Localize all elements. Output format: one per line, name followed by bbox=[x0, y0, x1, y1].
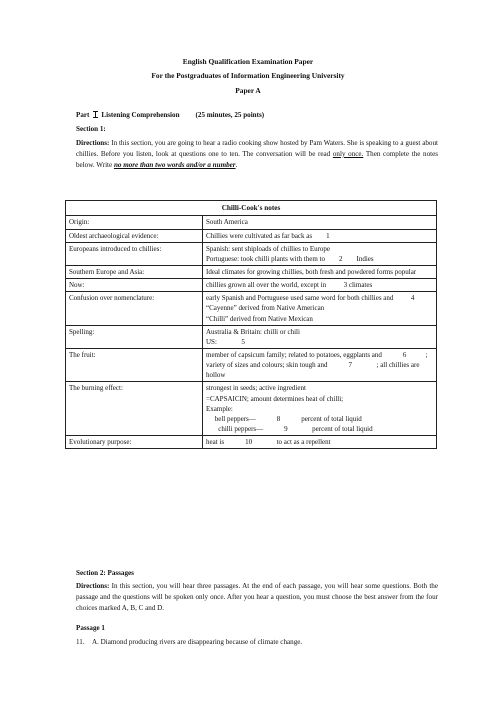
notes-row-content bbox=[203, 348, 437, 381]
question-option-a: A. Diamond producing rivers are disappearing because of climate change. bbox=[92, 638, 303, 646]
notes-line: “Cayenne” derived from Native American bbox=[206, 304, 325, 313]
notes-row-label: Europeans introduced to chillies: bbox=[66, 242, 203, 265]
notes-line: Example: bbox=[206, 404, 233, 413]
notes-row-content bbox=[203, 325, 437, 348]
directions-label: Directions: bbox=[76, 139, 110, 147]
notes-line: Ideal climates for growing chillies, both fresh and powdered forms popular bbox=[206, 268, 417, 276]
notes-row-content bbox=[203, 279, 437, 292]
notes-row-content bbox=[203, 229, 437, 242]
notes-body bbox=[66, 216, 437, 449]
notes-row-label: Evolutionary purpose: bbox=[66, 436, 203, 449]
notes-line: strongest in seeds; active ingredient bbox=[206, 384, 306, 393]
directions-text-2: In this section, you will hear three passages. At the end of each passage, you will hear some questions. Both the passage and the questions will be spoken only once. After you hear a question, you must choose the best answer from the four choices marked A, B, C and D. bbox=[76, 582, 438, 612]
notes-row bbox=[66, 216, 437, 229]
notes-line: Chillies were cultivated as far back as 1 bbox=[206, 231, 330, 240]
notes-row-content bbox=[203, 436, 437, 449]
notes-row bbox=[66, 436, 437, 449]
notes-row bbox=[66, 266, 437, 279]
part-prefix: Part bbox=[76, 111, 90, 119]
part-title: Listening Comprehension bbox=[101, 111, 180, 119]
notes-row-label: Southern Europe and Asia: bbox=[66, 266, 203, 279]
notes-row bbox=[66, 229, 437, 242]
question-11 bbox=[76, 637, 438, 648]
directions-end: . bbox=[235, 160, 238, 169]
part-heading bbox=[76, 110, 438, 121]
part-points: (25 minutes, 25 points) bbox=[195, 111, 265, 119]
section1-directions bbox=[76, 138, 438, 171]
notes-row-label: The fruit: bbox=[66, 348, 203, 381]
notes-line: Australia & Britain: chilli or chili bbox=[206, 327, 300, 336]
notes-line: US: 5 bbox=[206, 337, 245, 346]
notes-row-label: Confusion over nomenclature: bbox=[66, 292, 203, 325]
exam-subtitle: For the Postgraduates of Information Engineering University bbox=[151, 71, 345, 80]
section2-directions bbox=[76, 581, 438, 614]
notes-line: Portuguese: took chilli plants with them to 2 Indies bbox=[206, 254, 374, 263]
question-number: 11. bbox=[76, 638, 85, 646]
notes-line: early Spanish and Portuguese used same word for both chillies and 4 bbox=[206, 294, 415, 303]
notes-row-label: The burning effect: bbox=[66, 382, 203, 436]
notes-row-label: Oldest archaeological evidence: bbox=[66, 229, 203, 242]
directions-text-b: Then complete the notes below. Write bbox=[76, 149, 438, 169]
notes-line: heat is 10 to act as a repellent bbox=[206, 438, 331, 447]
notes-row-content bbox=[203, 266, 437, 279]
section2-title: Section 2: Passages bbox=[76, 569, 134, 577]
section1-title: Section 1: bbox=[76, 125, 106, 133]
notes-line: Spanish: sent shiploads of chillies to Europe bbox=[206, 244, 331, 253]
notes-line: chilli peppers— 9 percent of total liquid bbox=[206, 424, 373, 433]
notes-line: member of capsicum family; related to potatoes, eggplants and 6 ; variety of sizes and colours; skin tough and 7 ; all chillies are hollow bbox=[206, 350, 430, 380]
notes-row bbox=[66, 279, 437, 292]
notes-line: chillies grown all over the world, except in 3 climates bbox=[206, 281, 373, 290]
notes-table bbox=[65, 200, 437, 449]
exam-title: English Qualification Examination Paper bbox=[182, 57, 314, 66]
notes-row-content bbox=[203, 292, 437, 325]
directions-text-a: In this section, you are going to hear a radio cooking show hosted by Pam Waters. She is speaking to a guest about chillies. Before you listen, look at questions one to ten. The conversation will be read bbox=[76, 139, 438, 158]
directions-underlined: only once. bbox=[332, 149, 364, 158]
notes-row-label: Origin: bbox=[66, 216, 203, 229]
notes-title: Chilli-Cook's notes bbox=[66, 201, 437, 216]
notes-row-content bbox=[203, 382, 437, 436]
passage-heading: Passage 1 bbox=[76, 624, 105, 632]
notes-row-content bbox=[203, 242, 437, 265]
notes-line: “Chilli” derived from Native Mexican bbox=[206, 314, 313, 323]
notes-row bbox=[66, 325, 437, 348]
directions-emphasis: no more than two words and/or a number bbox=[113, 160, 236, 169]
directions-label-2: Directions: bbox=[76, 582, 110, 590]
notes-row bbox=[66, 292, 437, 325]
notes-row-label: Now: bbox=[66, 279, 203, 292]
notes-row-content bbox=[203, 216, 437, 229]
roman-numeral-one-icon bbox=[93, 111, 98, 118]
notes-line: =CAPSAICIN; amount determines heat of chilli; bbox=[206, 394, 344, 403]
paper-label: Paper A bbox=[235, 86, 261, 95]
notes-line: bell peppers— 8 percent of total liquid bbox=[206, 414, 362, 423]
notes-line: South America bbox=[206, 218, 248, 227]
notes-row bbox=[66, 348, 437, 381]
notes-row bbox=[66, 242, 437, 265]
notes-row bbox=[66, 382, 437, 436]
notes-row-label: Spelling: bbox=[66, 325, 203, 348]
